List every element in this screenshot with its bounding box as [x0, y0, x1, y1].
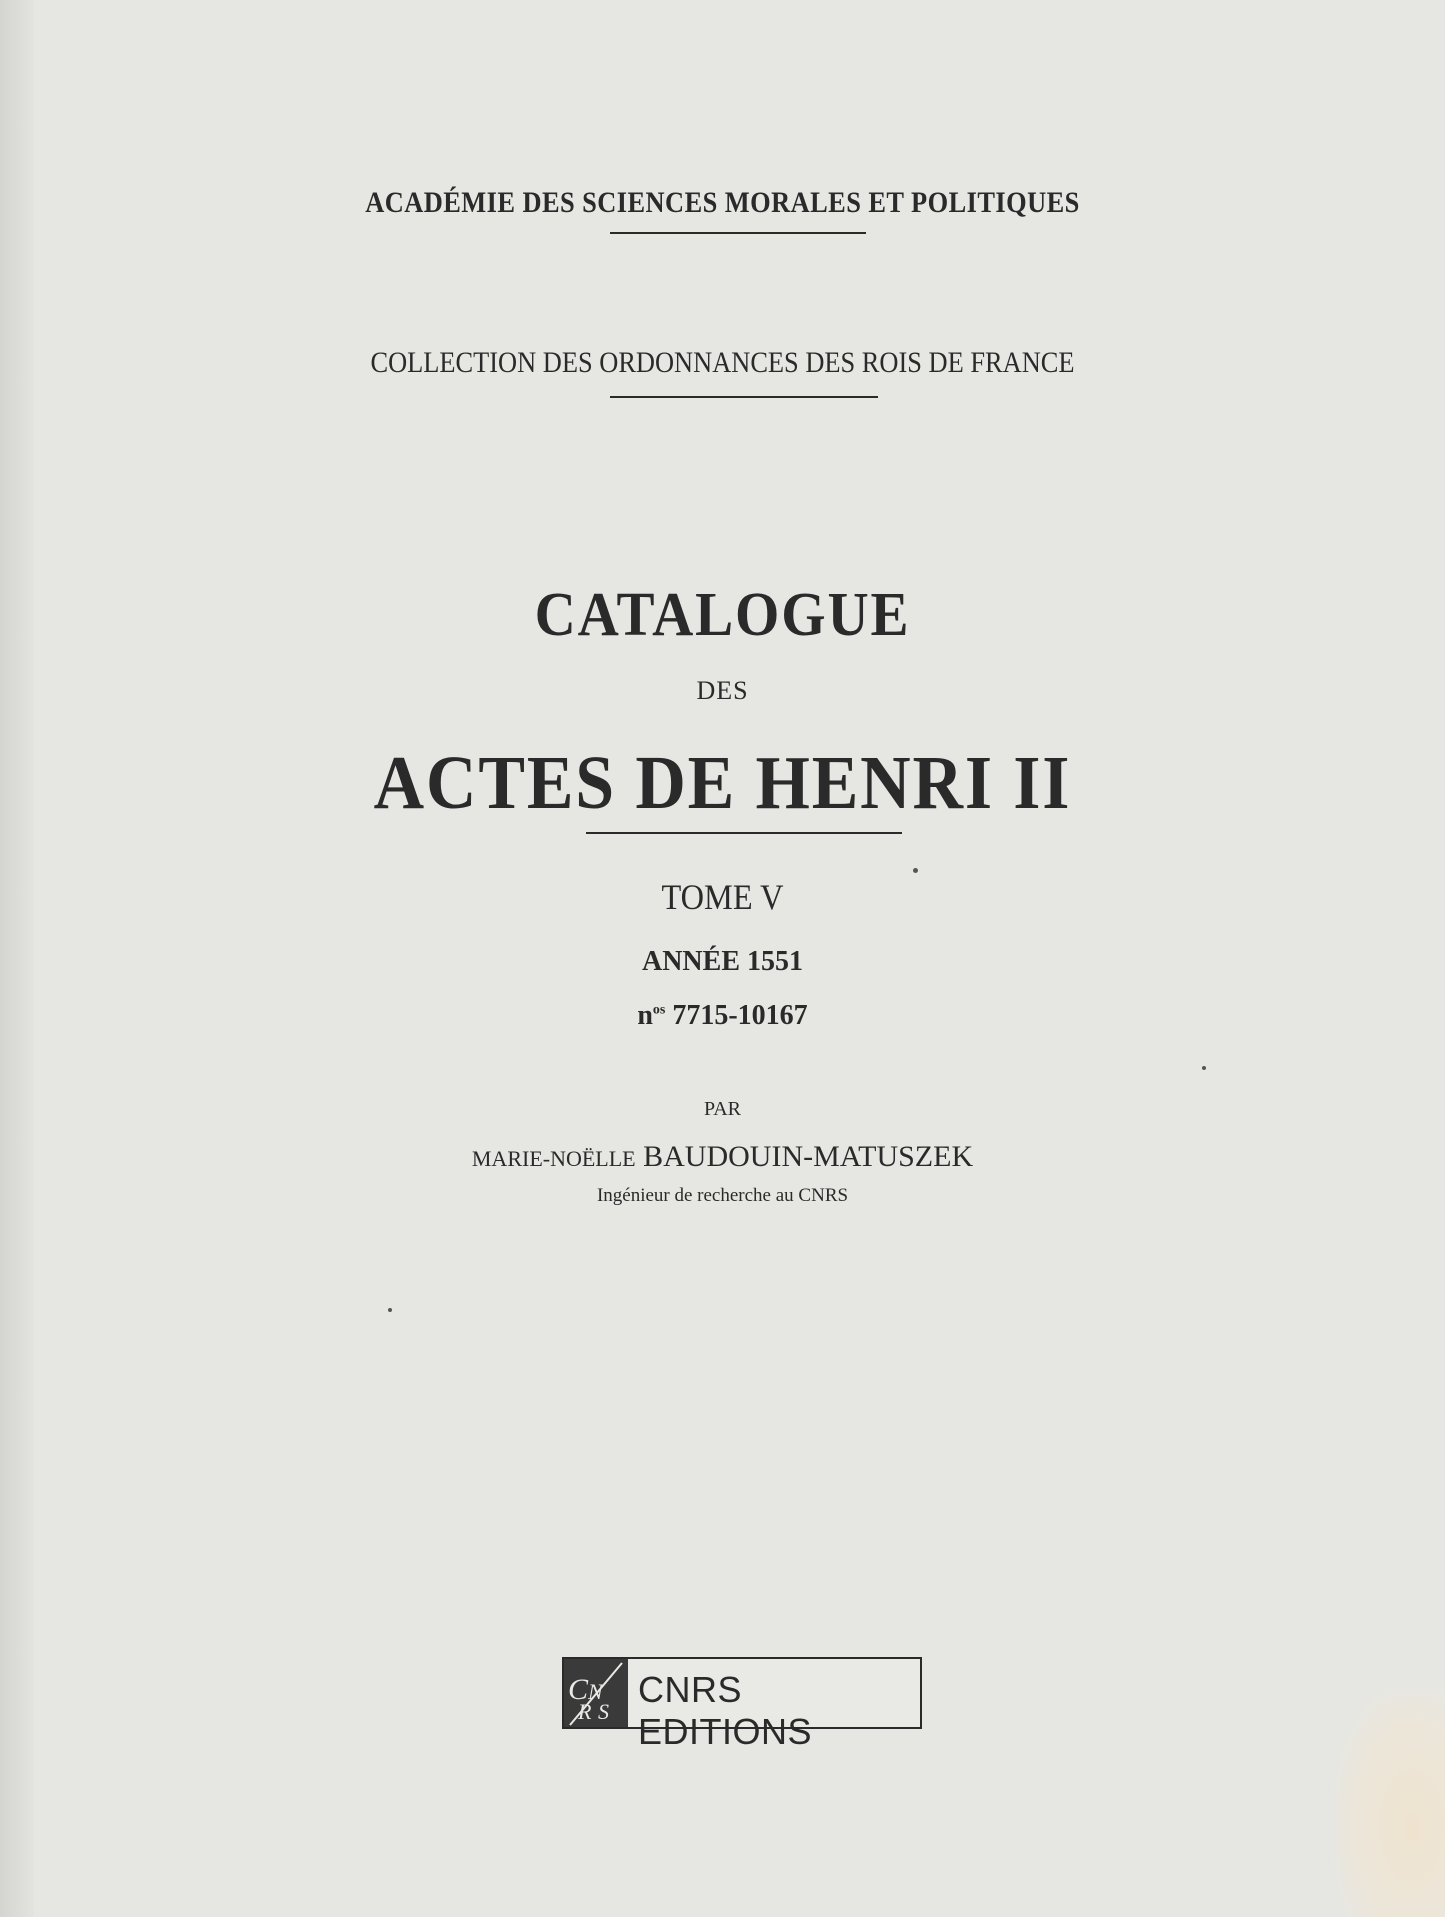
author-affiliation: Ingénieur de recherche au CNRS: [596, 1185, 849, 1206]
author-given-names: MARIE-NOËLLE: [471, 1146, 636, 1171]
paper-stain: [1335, 1690, 1445, 1917]
speck: [1202, 1066, 1206, 1070]
by-label: PAR: [703, 1098, 742, 1120]
institution-name: ACADÉMIE DES SCIENCES MORALES ET POLITIQUES: [365, 186, 1080, 219]
year-label: ANNÉE 1551: [641, 946, 803, 977]
collection-name: COLLECTION DES ORDONNANCES DES ROIS DE FRANCE: [370, 346, 1075, 379]
divider-rule: [610, 396, 878, 398]
speck: [913, 868, 918, 873]
publisher-logo-box: [562, 1657, 922, 1752]
act-numbers: [0, 1000, 1445, 1032]
numbers-range: 7715-10167: [672, 1000, 808, 1031]
author-name: [0, 1140, 1445, 1174]
svg-text:C: C: [568, 1673, 589, 1706]
cnrs-logo-icon: [564, 1659, 628, 1727]
speck: [388, 1308, 392, 1312]
volume-label: TOME V: [661, 877, 784, 917]
title-line-des: DES: [696, 676, 749, 705]
svg-text:N: N: [588, 1679, 603, 1704]
title-line-catalogue: CATALOGUE: [534, 581, 911, 649]
divider-rule: [610, 232, 866, 234]
publisher-name: CNRS EDITIONS: [638, 1669, 813, 1752]
numbers-prefix: n: [637, 1000, 653, 1031]
divider-rule: [586, 832, 902, 834]
author-surname: BAUDOUIN-MATUSZEK: [643, 1140, 974, 1173]
numbers-superscript: os: [652, 1002, 666, 1018]
title-line-actes: ACTES DE HENRI II: [373, 741, 1072, 825]
svg-text:R: R: [578, 1699, 592, 1724]
svg-text:S: S: [598, 1699, 609, 1724]
